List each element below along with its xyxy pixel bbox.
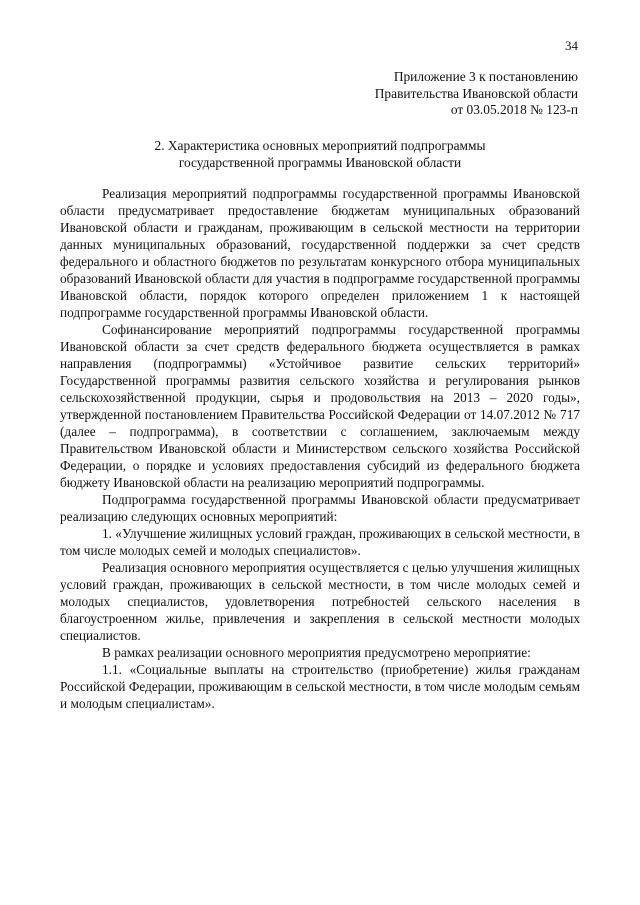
paragraph: Софинансирование мероприятий подпрограммы государственной программы Ивановской области за счет средств федерального бюджета осуществляется в рамках направления (подпрограммы) «Устойчивое развитие сельских территорий» Государственной программы развития сельского хозяйства и регулирования рынков сельскохозяйственной продукции, сырья и продовольствия на 2013 – 2020 годы», утвержденной постановлением Правительства Российской Федерации от 14.07.2012 № 717 (далее – подпрограмма), в соответствии с соглашением, заключаемым между Правительством Ивановской области и Министерством сельского хозяйства Российской Федерации, о порядке и условиях предоставления субсидий из федерального бюджета бюджету Ивановской области на реализацию мероприятий подпрограммы. (60, 322, 580, 490)
paragraph: В рамках реализации основного мероприятия предусмотрено мероприятие: (102, 645, 531, 660)
appendix-line-1: Приложение 3 к постановлению (393, 69, 578, 84)
appendix-line-2: Правительства Ивановской области (374, 85, 578, 101)
paragraph: Реализация основного мероприятия осуществляется с целью улучшения жилищных условий граждан, проживающих в сельской местности, в том числе молодых семей и молодых специалистов, удовлетворения потребностей сельского населения в благоустроенном жилье, привлечения и закрепления в сельской местности молодых специалистов. (60, 560, 580, 643)
body-text (60, 185, 580, 712)
page-number: 34 (565, 38, 578, 53)
paragraph: 1.1. «Социальные выплаты на строительство (приобретение) жилья гражданам Российской Федерации, проживающим в сельской местности, в том числе молодым семьям и молодым специалистам». (60, 662, 580, 711)
section-title-line-1: 2. Характеристика основных мероприятий подпрограммы (154, 138, 486, 153)
appendix-reference (278, 69, 578, 119)
section-title-line-2: государственной программы Ивановской области (178, 154, 462, 170)
paragraph: Подпрограмма государственной программы Ивановской области предусматривает реализацию следующих основных мероприятий: (60, 492, 580, 524)
appendix-line-3: от 03.05.2018 № 123-п (450, 102, 578, 118)
section-title (60, 138, 580, 171)
paragraph: 1. «Улучшение жилищных условий граждан, проживающих в сельской местности, в том числе молодых семей и молодых специалистов». (60, 526, 580, 558)
paragraph: Реализация мероприятий подпрограммы государственной программы Ивановской области предусматривает предоставление бюджетам муниципальных образований Ивановской области и гражданам, проживающим в сельской местности на территории данных муниципальных образований, государственной поддержки за счет средств федерального и областного бюджетов по результатам конкурсного отбора муниципальных образований Ивановской области для участия в подпрограмме государственной программы Ивановской области, порядок которого определен приложением 1 к настоящей подпрограмме государственной программы Ивановской области. (60, 186, 580, 320)
